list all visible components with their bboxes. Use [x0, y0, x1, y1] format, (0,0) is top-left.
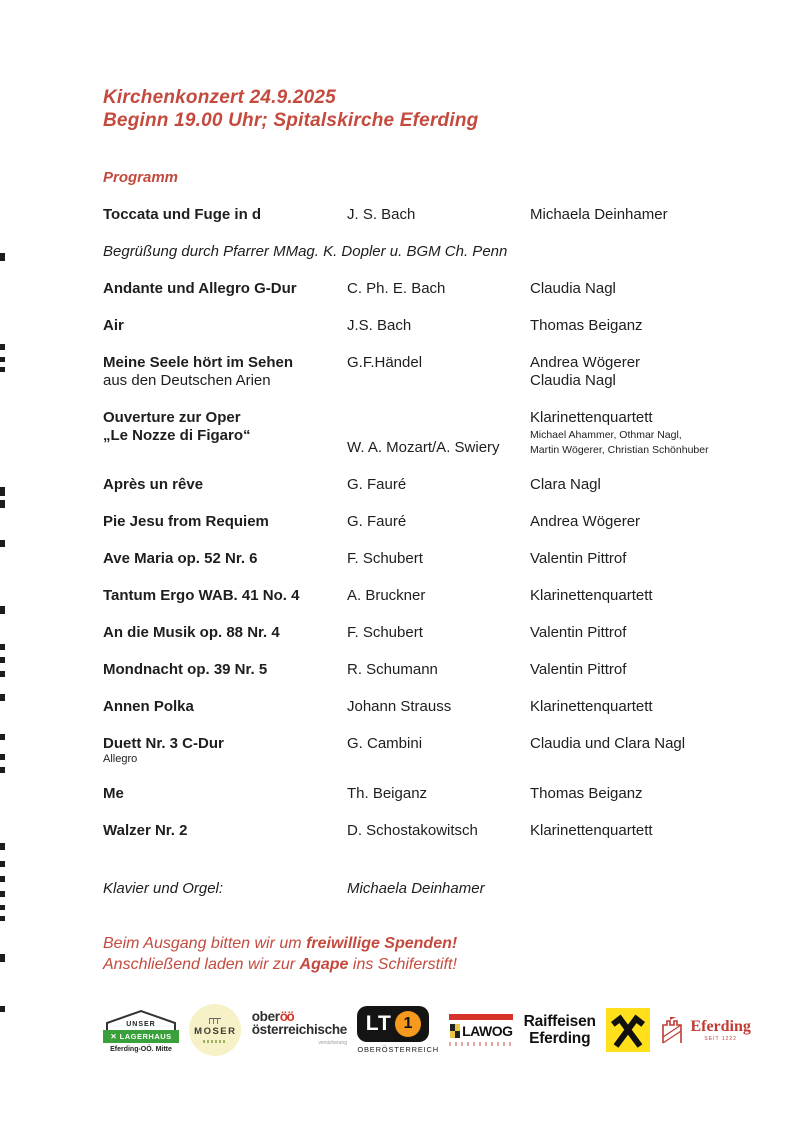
footer-line2-bold: Agape [299, 956, 349, 973]
piece-performer-cell [530, 735, 747, 766]
program-row [103, 822, 747, 840]
program-row [103, 354, 747, 390]
piece-performer: Clara Nagl [530, 476, 601, 493]
ooev-word1: ober [251, 1009, 280, 1024]
piece-title: Andante und Allegro G-Dur [103, 280, 297, 297]
piece-composer: D. Schostakowitsch [347, 822, 478, 839]
piece-title-cell [103, 735, 347, 766]
piece-title-cell [103, 550, 347, 568]
piece-title-cell [103, 409, 347, 457]
piece-title: Walzer Nr. 2 [103, 822, 188, 839]
piece-composer: A. Bruckner [347, 587, 426, 604]
piece-performer-line2: Claudia Nagl [530, 372, 616, 389]
eferding-text [690, 1019, 750, 1042]
program-row [103, 317, 747, 335]
piece-performer: Valentin Pittrof [530, 624, 627, 641]
piece-performer: Klarinettenquartett [530, 698, 653, 715]
program-row [103, 280, 747, 298]
scan-artifact [0, 954, 5, 962]
scan-artifact [0, 500, 5, 508]
piece-composer: G. Fauré [347, 513, 407, 530]
piece-performer: Thomas Beiganz [530, 785, 643, 802]
piece-title: Meine Seele hört im Sehen [103, 354, 294, 371]
program-row [103, 785, 747, 803]
scan-artifact [0, 861, 5, 867]
piece-composer: C. Ph. E. Bach [347, 280, 446, 297]
piece-performer: Andrea Wögerer [530, 354, 641, 371]
raiffeisen-line2: Eferding [529, 1030, 591, 1047]
piece-composer: G.F.Händel [347, 354, 423, 371]
piece-performer: Andrea Wögerer [530, 513, 641, 530]
piece-title: Pie Jesu from Requiem [103, 513, 269, 530]
piece-title-cell [103, 280, 347, 298]
piece-title-line2: „Le Nozze di Figaro“ [103, 427, 251, 444]
piece-performer-cell [530, 661, 747, 679]
lagerhaus-roof-icon [103, 1008, 179, 1032]
piece-title-cell [103, 785, 347, 803]
piece-title-cell [103, 476, 347, 494]
piece-title-cell [103, 698, 347, 716]
program-row [103, 624, 747, 642]
piece-composer: R. Schumann [347, 661, 438, 678]
piece-title-cell [103, 822, 347, 840]
scan-artifact [0, 754, 5, 760]
piece-composer: G. Fauré [347, 476, 407, 493]
eferding-founded-label: SEIT 1222 [704, 1035, 737, 1042]
piece-title-cell [103, 354, 347, 390]
scan-artifact [0, 357, 5, 362]
piece-title: Ave Maria op. 52 Nr. 6 [103, 550, 258, 567]
lawog-crest-icon [450, 1024, 460, 1038]
piece-performer-members: Martin Wögerer, Christian Schönhuber [530, 444, 709, 456]
concert-title-line2: Beginn 19.00 Uhr; Spitalskirche Eferding [103, 110, 479, 131]
lt1-region-label: OBERÖSTERREICH [357, 1045, 439, 1054]
scan-artifact [0, 916, 5, 921]
lawog-name-label: LAWOG [462, 1023, 513, 1039]
piece-performer-cell [530, 822, 747, 840]
credit-label: Klavier und Orgel: [103, 880, 224, 897]
scan-artifact [0, 367, 5, 372]
piece-performer-cell [530, 698, 747, 716]
footer-note-line1 [103, 933, 747, 954]
piece-title: Ouverture zur Oper [103, 409, 241, 426]
lt1-letters: LT [365, 1012, 392, 1035]
eferding-crest-icon [660, 1015, 684, 1045]
scan-artifact [0, 671, 5, 677]
scan-artifact [0, 905, 5, 910]
eferding-name-label: Eferding [690, 1017, 751, 1035]
concert-title-line1: Kirchenkonzert 24.9.2025 [103, 87, 336, 108]
ooev-double-o-icon: öö [279, 1009, 294, 1024]
piece-composer: W. A. Mozart/A. Swiery [347, 439, 500, 456]
piece-performer-cell [530, 206, 747, 224]
lagerhaus-region-label: Eferding-OÖ. Mitte [110, 1045, 172, 1053]
piece-composer: Th. Beiganz [347, 785, 428, 802]
credit-row [103, 880, 747, 898]
piece-title-cell [103, 624, 347, 642]
program-interlude: Begrüßung durch Pfarrer MMag. K. Dopler u. BGM Ch. Penn [103, 243, 508, 260]
piece-title-cell [103, 587, 347, 605]
footer-note [103, 933, 747, 975]
logo-eferding [660, 1015, 750, 1045]
ooev-line2: österreichische [251, 1022, 347, 1037]
piece-title-line2: aus den Deutschen Arien [103, 372, 271, 389]
program-row [103, 661, 747, 679]
piece-composer: J. S. Bach [347, 206, 416, 223]
scan-artifact [0, 253, 5, 261]
lawog-row [449, 1023, 513, 1039]
lagerhaus-unser-label: UNSER [126, 1020, 156, 1028]
scan-artifact [0, 694, 5, 701]
program-list [103, 206, 747, 840]
scan-artifact [0, 657, 5, 663]
piece-title: Toccata und Fuge in d [103, 206, 262, 223]
piece-performer: Klarinettenquartett [530, 587, 653, 604]
scan-artifact [0, 1006, 5, 1012]
sponsor-logo-strip [103, 1004, 751, 1056]
footer-line2-text2: ins Schiferstift! [348, 956, 457, 973]
piece-performer: Klarinettenquartett [530, 409, 653, 426]
piece-title: Annen Polka [103, 698, 194, 715]
footer-note-line2 [103, 954, 747, 975]
program-row [103, 513, 747, 531]
piece-performer-cell [530, 550, 747, 568]
logo-lagerhaus [103, 1008, 179, 1053]
piece-composer: F. Schubert [347, 550, 423, 567]
lawog-red-bar [449, 1014, 513, 1020]
piece-performer-cell [530, 354, 747, 390]
piece-composer: F. Schubert [347, 624, 423, 641]
program-row [103, 698, 747, 716]
piece-performer-cell [530, 409, 747, 457]
lt1-one-circle-icon: 1 [395, 1011, 421, 1037]
piece-performer-members: Michael Ahammer, Othmar Nagl, [530, 429, 682, 441]
scan-artifact [0, 606, 5, 614]
lagerhaus-name-label: ✕ LAGERHAUS [103, 1030, 179, 1043]
footer-line1-text: Beim Ausgang bitten wir um [103, 935, 307, 952]
piece-composer: Johann Strauss [347, 698, 452, 715]
program-heading: Programm [103, 169, 179, 186]
scan-artifact [0, 644, 5, 650]
logo-lawog [449, 1014, 513, 1046]
piece-title-cell [103, 513, 347, 531]
piece-performer-cell [530, 513, 747, 531]
scan-artifact [0, 344, 5, 350]
program-row [103, 550, 747, 568]
scan-artifact [0, 734, 5, 740]
logo-ooe-versicherung [252, 1010, 347, 1050]
moser-name-label: MOSER [194, 1025, 237, 1037]
piece-performer-cell [530, 785, 747, 803]
logo-lt1 [357, 1006, 439, 1054]
piece-performer-cell [530, 317, 747, 335]
moser-building-icon [209, 1018, 221, 1024]
piece-performer-cell [530, 587, 747, 605]
program-row [103, 409, 747, 457]
footer-line1-bold: freiwillige Spenden! [306, 935, 458, 952]
piece-tempo: Allegro [103, 753, 138, 765]
piece-title: Mondnacht op. 39 Nr. 5 [103, 661, 268, 678]
piece-title: An die Musik op. 88 Nr. 4 [103, 624, 280, 641]
piece-title: Me [103, 785, 124, 802]
moser-tagline [203, 1040, 227, 1043]
piece-performer-cell [530, 280, 747, 298]
program-row [103, 735, 747, 766]
scan-artifact [0, 891, 5, 897]
piece-performer: Claudia Nagl [530, 280, 616, 297]
piece-performer: Klarinettenquartett [530, 822, 653, 839]
raiffeisen-gable-cross-icon [606, 1008, 650, 1052]
piece-title: Tantum Ergo WAB. 41 No. 4 [103, 587, 300, 604]
piece-title: Après un rêve [103, 476, 204, 493]
piece-title-cell [103, 317, 347, 335]
piece-performer: Valentin Pittrof [530, 661, 627, 678]
program-row [103, 476, 747, 494]
concert-title [103, 86, 747, 132]
piece-title-cell [103, 206, 347, 224]
piece-performer: Valentin Pittrof [530, 550, 627, 567]
scan-artifact [0, 843, 5, 850]
scan-artifact [0, 767, 5, 773]
logo-moser [189, 1004, 241, 1056]
piece-title: Duett Nr. 3 C-Dur [103, 735, 224, 752]
piece-composer: J.S. Bach [347, 317, 412, 334]
logo-raiffeisen-text [524, 1013, 596, 1047]
scan-artifact [0, 540, 5, 547]
lawog-tagline [449, 1042, 513, 1046]
scan-artifact [0, 876, 5, 882]
raiffeisen-line1: Raiffeisen [523, 1013, 596, 1030]
program-row [103, 587, 747, 605]
ooev-tagline: versicherung [318, 1040, 347, 1046]
piece-title-cell [103, 661, 347, 679]
piece-composer: G. Cambini [347, 735, 423, 752]
lt1-badge-icon [357, 1006, 429, 1042]
piece-performer: Thomas Beiganz [530, 317, 643, 334]
program-row [103, 206, 747, 224]
piece-performer: Claudia und Clara Nagl [530, 735, 686, 752]
credit-name: Michaela Deinhamer [347, 880, 485, 897]
piece-performer-cell [530, 624, 747, 642]
footer-line2-text: Anschließend laden wir zur [103, 956, 300, 973]
piece-performer-cell [530, 476, 747, 494]
scan-artifact [0, 487, 5, 496]
piece-title: Air [103, 317, 124, 334]
piece-performer: Michaela Deinhamer [530, 206, 668, 223]
